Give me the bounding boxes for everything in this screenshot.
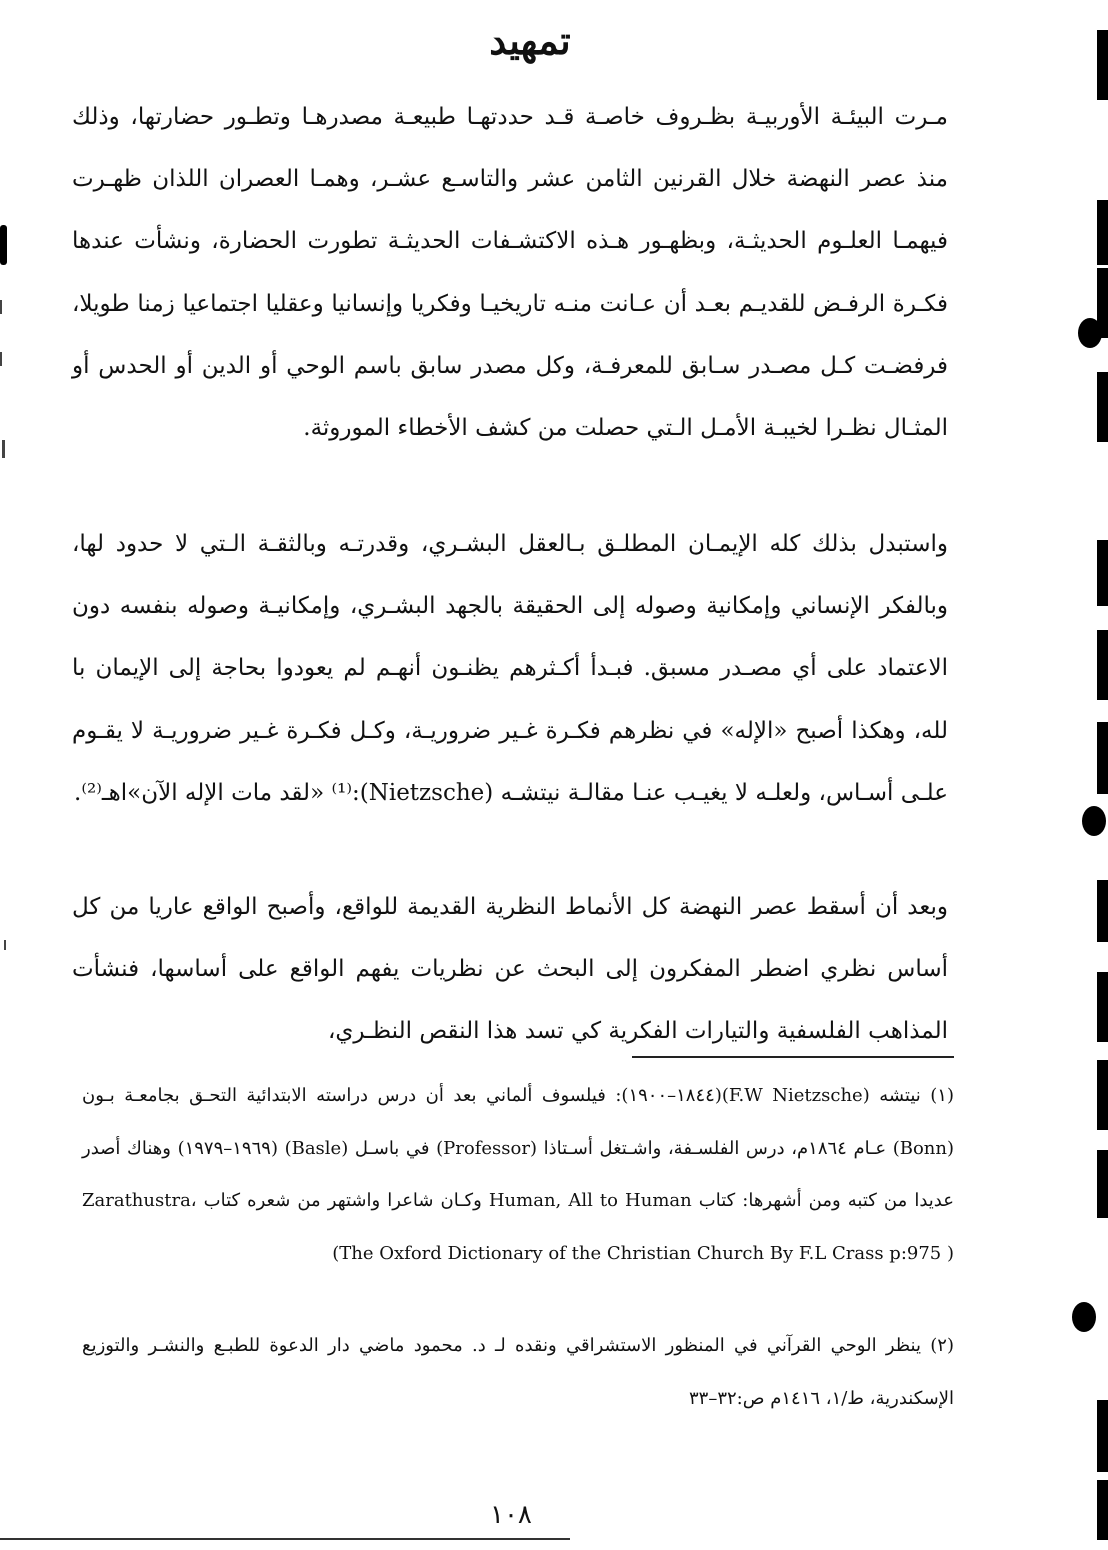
binding-hole: [1082, 806, 1106, 836]
footnote-1: (١) نيتشه (F.W Nietzsche)(١٨٤٤–١٩٠٠): فيلسوف ألماني بعد أن درس دراسته الابتدائية التحـق بجامعـة بـون (Bonn) عـام ١٨٦٤م، درس الفلسـفة، واشـتغل أسـتاذا (Professor) في باسـل (Basle) (١٩٦٩–١٩٧٩) وهناك أصدر عديدا من كتبه ومن أشهرها: كتاب Human, All to Human وكـان شاعرا واشتهر من شعره كتاب Zarathustra، (The Oxford Dictionary of the Christian Church By F.L Crass p:975 ): [82, 1085, 954, 1264]
binding-mark: [1097, 268, 1108, 338]
binding-mark: [1097, 372, 1108, 442]
binding-mark: [1097, 1150, 1108, 1218]
binding-mark: [1097, 540, 1108, 606]
binding-mark: [1097, 722, 1108, 794]
paragraph-1: مـرت البيئـة الأوربيـة بظـروف خاصـة قـد حددتهـا طبيعـة مصدرهـا وتطـور حضارتها، وذلك منذ عصر النهضة خلال القرنين الثامن عشر والتاسـع عشـر، وهمـا العصران اللذان ظهـرت فيهمـا العلـوم الحديثـة، وبظهـور هـذه الاكتشـفات الحديثـة تطورت الحضارة، ونشأت عندها فكـرة الرفـض للقديـم بعـد أن عـانت منـه تاريخيـا وفكريا وإنسانيا وعقليا اجتماعيا زمنا طويلا، فرفضـت كـل مصـدر سـابق للمعرفـة، وكل مصدر سابق باسم الوحي أو الدين أو الحدس أو المثـال نظـرا لخيبـة الأمـل الـتي حصلت من كشف الأخطاء الموروثة.: [72, 104, 948, 442]
paragraph-3: وبعد أن أسقط عصر النهضة كل الأنماط النظرية القديمة للواقع، وأصبح الواقع عاريا من كل أساس نظري اضطر المفكرون إلى البحث عن نظريات يفهم الواقع على أساسها، فنشأت المذاهب الفلسفية والتيارات الفكرية كي تسد هذا النقص النظـري،: [72, 894, 948, 1045]
binding-hole: [1072, 1302, 1096, 1332]
page-number: ١٠٨: [490, 1500, 532, 1530]
bottom-scan-line: [0, 1538, 570, 1540]
paragraph-2: واستبدل بذلك كله الإيمـان المطلـق بـالعقل البشـري، وقدرتـه وبالثقـة الـتي لا حدود لها، وبالفكر الإنساني وإمكانية وصوله إلى الحقيقة بالجهد البشـري، وإمكانيـة وصوله بنفسه دون الاعتماد على أي مصـدر مسبق. فبـدأ أكـثرهم يظنـون أنهـم لم يعودوا بحاجة إلى الإيمان با لله، وهكذا أصبح «الإله» في نظرهم فكـرة غـير ضروريـة، وكـل فكـرة غـير ضروريـة لا يقـوم علـى أسـاس، ولعلـه لا يغيـب عنـا مقالـة نيتشـه (Nietzsche):⁽¹⁾ «لقد مات الإله الآن»اهـ⁽²⁾.: [72, 531, 948, 806]
binding-mark: [1097, 1480, 1108, 1540]
scan-speck: [0, 300, 2, 314]
binding-mark: [1097, 1060, 1108, 1130]
scan-speck: [0, 225, 7, 265]
binding-mark: [1097, 972, 1108, 1042]
binding-mark: [1097, 200, 1108, 265]
binding-mark: [1097, 880, 1108, 942]
footnote-separator: [632, 1056, 954, 1058]
binding-mark: [1097, 630, 1108, 700]
scan-speck: [0, 352, 2, 366]
footnote-2: (٢) ينظر الوحي القرآني في المنظور الاستشراقي ونقده لـ د. محمود ماضي دار الدعوة للطبـع والنشـر والتوزيع الإسكندرية، ط/١، ١٤١٦م ص:٣٢–٣٣: [82, 1335, 954, 1409]
binding-mark: [1097, 30, 1108, 100]
scan-speck: [2, 440, 5, 458]
binding-mark: [1097, 1400, 1108, 1472]
page-title: تمهيد: [489, 18, 571, 63]
scan-speck: [4, 940, 6, 950]
